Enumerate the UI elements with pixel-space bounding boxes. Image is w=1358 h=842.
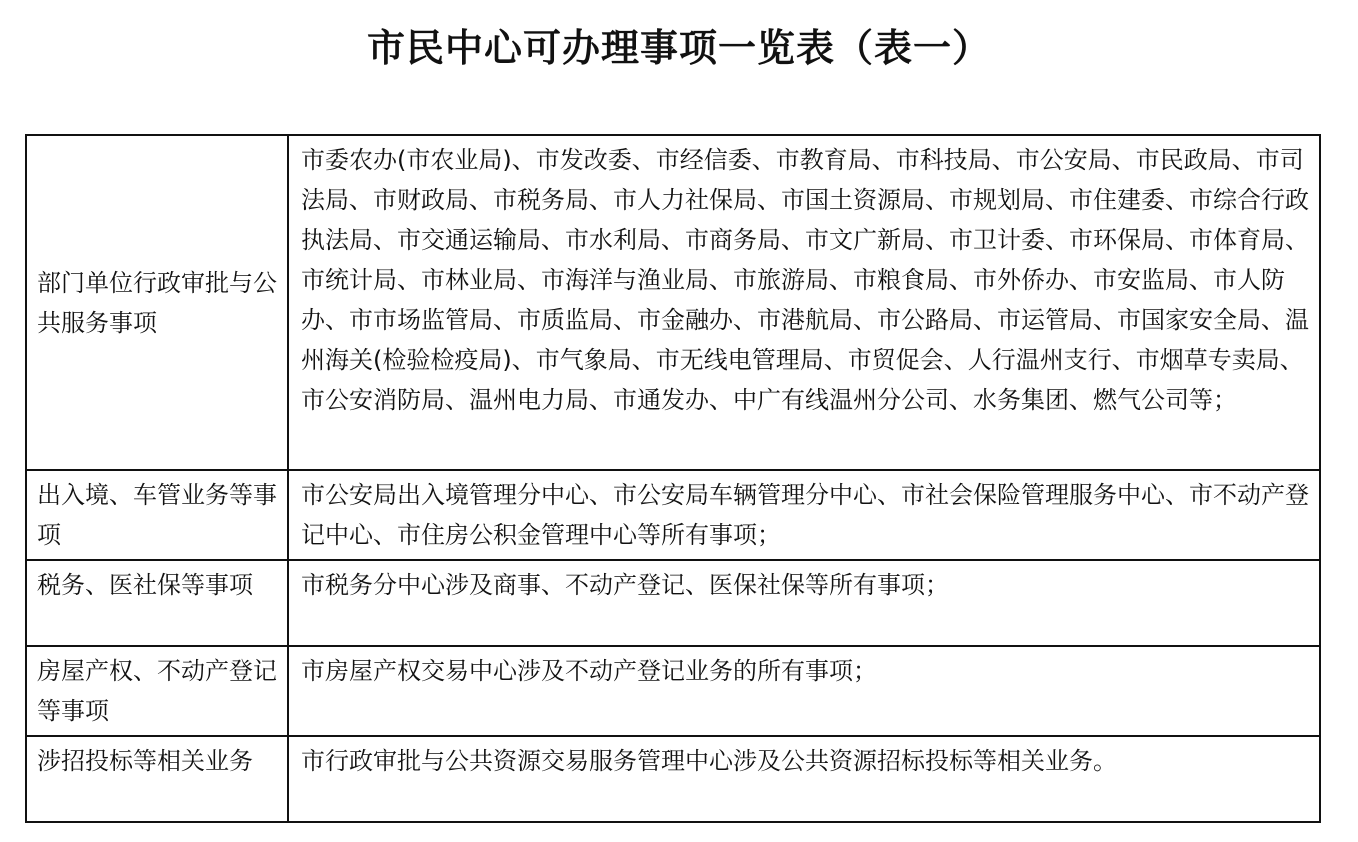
table-row xyxy=(26,470,1320,560)
page-title: 市民中心可办理事项一览表（表一） xyxy=(366,26,991,70)
matters-table xyxy=(25,134,1321,823)
table-row xyxy=(26,736,1320,822)
category-cell: 税务、医社保等事项 xyxy=(26,560,288,646)
table-row xyxy=(26,646,1320,736)
category-cell: 涉招投标等相关业务 xyxy=(26,736,288,822)
content-cell: 市公安局出入境管理分中心、市公安局车辆管理分中心、市社会保险管理服务中心、市不动产登记中心、市住房公积金管理中心等所有事项； xyxy=(288,470,1320,560)
category-cell: 部门单位行政审批与公共服务事项 xyxy=(26,135,288,470)
category-cell: 出入境、车管业务等事项 xyxy=(26,470,288,560)
category-cell: 房屋产权、不动产登记等事项 xyxy=(26,646,288,736)
content-cell: 市委农办(市农业局)、市发改委、市经信委、市教育局、市科技局、市公安局、市民政局、市司法局、市财政局、市税务局、市人力社保局、市国土资源局、市规划局、市住建委、市综合行政执法局、市交通运输局、市水利局、市商务局、市文广新局、市卫计委、市环保局、市体育局、市统计局、市林业局、市海洋与渔业局、市旅游局、市粮食局、市外侨办、市安监局、市人防办、市市场监管局、市质监局、市金融办、市港航局、市公路局、市运管局、市国家安全局、温州海关(检验检疫局)、市气象局、市无线电管理局、市贸促会、人行温州支行、市烟草专卖局、市公安消防局、温州电力局、市通发办、中广有线温州分公司、水务集团、燃气公司等； xyxy=(288,135,1320,470)
content-cell: 市房屋产权交易中心涉及不动产登记业务的所有事项； xyxy=(288,646,1320,736)
content-cell: 市行政审批与公共资源交易服务管理中心涉及公共资源招标投标等相关业务。 xyxy=(288,736,1320,822)
content-cell: 市税务分中心涉及商事、不动产登记、医保社保等所有事项； xyxy=(288,560,1320,646)
table-row xyxy=(26,135,1320,470)
table-row xyxy=(26,560,1320,646)
